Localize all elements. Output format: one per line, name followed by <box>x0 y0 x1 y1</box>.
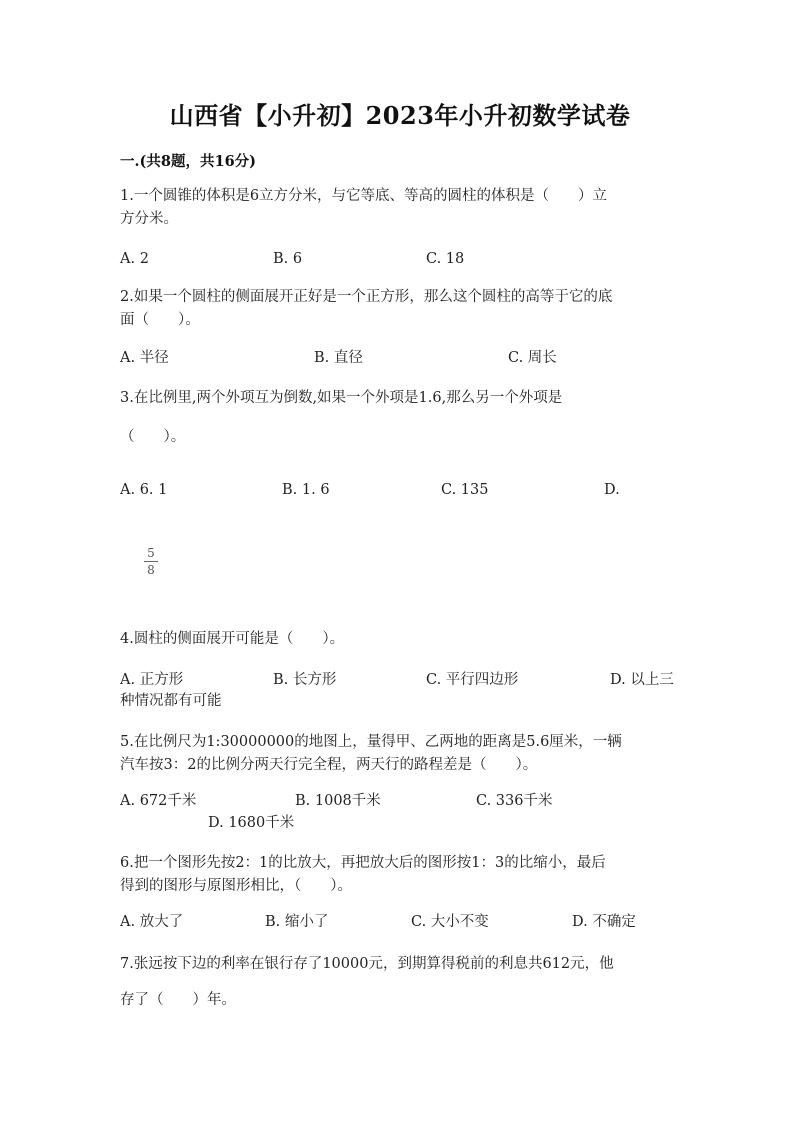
question-1-line-1: 1.一个圆锥的体积是6立方分米，与它等底、等高的圆柱的体积是（ ）立 <box>120 188 608 204</box>
q4-option-c: C. 平行四边形 <box>426 672 519 688</box>
q4-option-d: D. 以上三 <box>610 672 674 688</box>
q4-option-a: A. 正方形 <box>120 672 184 688</box>
question-5-line-1: 5.在比例尺为1:30000000的地图上，量得甲、乙两地的距离是5.6厘米，一辆 <box>120 734 622 750</box>
q5-option-b: B. 1008千米 <box>295 793 381 809</box>
q2-option-a: A. 半径 <box>120 350 169 366</box>
q3-option-c: C. 135 <box>441 482 489 498</box>
q5-option-d: D. 1680千米 <box>208 815 295 831</box>
q1-option-c: C. 18 <box>426 251 465 267</box>
q1-option-a: A. 2 <box>120 251 149 267</box>
q3-option-d: D. <box>604 482 620 498</box>
question-2-line-1: 2.如果一个圆柱的侧面展开正好是一个正方形，那么这个圆柱的高等于它的底 <box>120 289 613 305</box>
q2-option-c: C. 周长 <box>508 350 557 366</box>
question-7-line-2: 存了（ ）年。 <box>120 992 236 1008</box>
fraction-denominator: 8 <box>147 563 155 577</box>
question-6-line-2: 得到的图形与原图形相比，（ ）。 <box>120 878 352 894</box>
question-6 <box>120 852 680 898</box>
q5-option-a: A. 672千米 <box>120 793 197 809</box>
question-7-line-1: 7.张远按下边的利率在银行存了10000元，到期算得税前的利息共612元，他 <box>120 956 614 972</box>
question-2 <box>120 286 680 332</box>
q3-option-a: A. 6. 1 <box>120 482 168 498</box>
q4-option-d-continued: 种情况都有可能 <box>120 693 222 709</box>
fraction-five-eighths <box>144 546 158 577</box>
question-5 <box>120 731 680 777</box>
q6-option-a: A. 放大了 <box>120 914 184 930</box>
q6-option-d: D. 不确定 <box>572 914 636 930</box>
fraction-numerator: 5 <box>147 546 155 560</box>
question-5-line-2: 汽车按3：2的比例分两天行完全程，两天行的路程差是（ ）。 <box>120 757 538 773</box>
page-title: 山西省【小升初】2023年小升初数学试卷 <box>169 101 631 130</box>
question-1 <box>120 185 680 231</box>
q1-option-b: B. 6 <box>273 251 303 267</box>
question-3-line-2: （ ）。 <box>120 429 186 445</box>
question-6-line-1: 6.把一个图形先按2：1的比放大，再把放大后的图形按1：3的比缩小，最后 <box>120 855 606 871</box>
q4-option-b: B. 长方形 <box>273 672 337 688</box>
q5-option-c: C. 336千米 <box>476 793 553 809</box>
q6-option-c: C. 大小不变 <box>411 914 489 930</box>
section-heading: 一.(共8题，共16分) <box>120 153 257 170</box>
question-4: 4.圆柱的侧面展开可能是（ ）。 <box>120 631 345 647</box>
question-1-line-2: 方分米。 <box>120 211 178 227</box>
question-2-line-2: 面（ ）。 <box>120 312 200 328</box>
q6-option-b: B. 缩小了 <box>265 914 329 930</box>
q3-option-b: B. 1. 6 <box>282 482 330 498</box>
q2-option-b: B. 直径 <box>314 350 363 366</box>
fraction-bar <box>144 561 158 562</box>
question-3-line-1: 3.在比例里,两个外项互为倒数,如果一个外项是1.6,那么另一个外项是 <box>120 390 563 406</box>
